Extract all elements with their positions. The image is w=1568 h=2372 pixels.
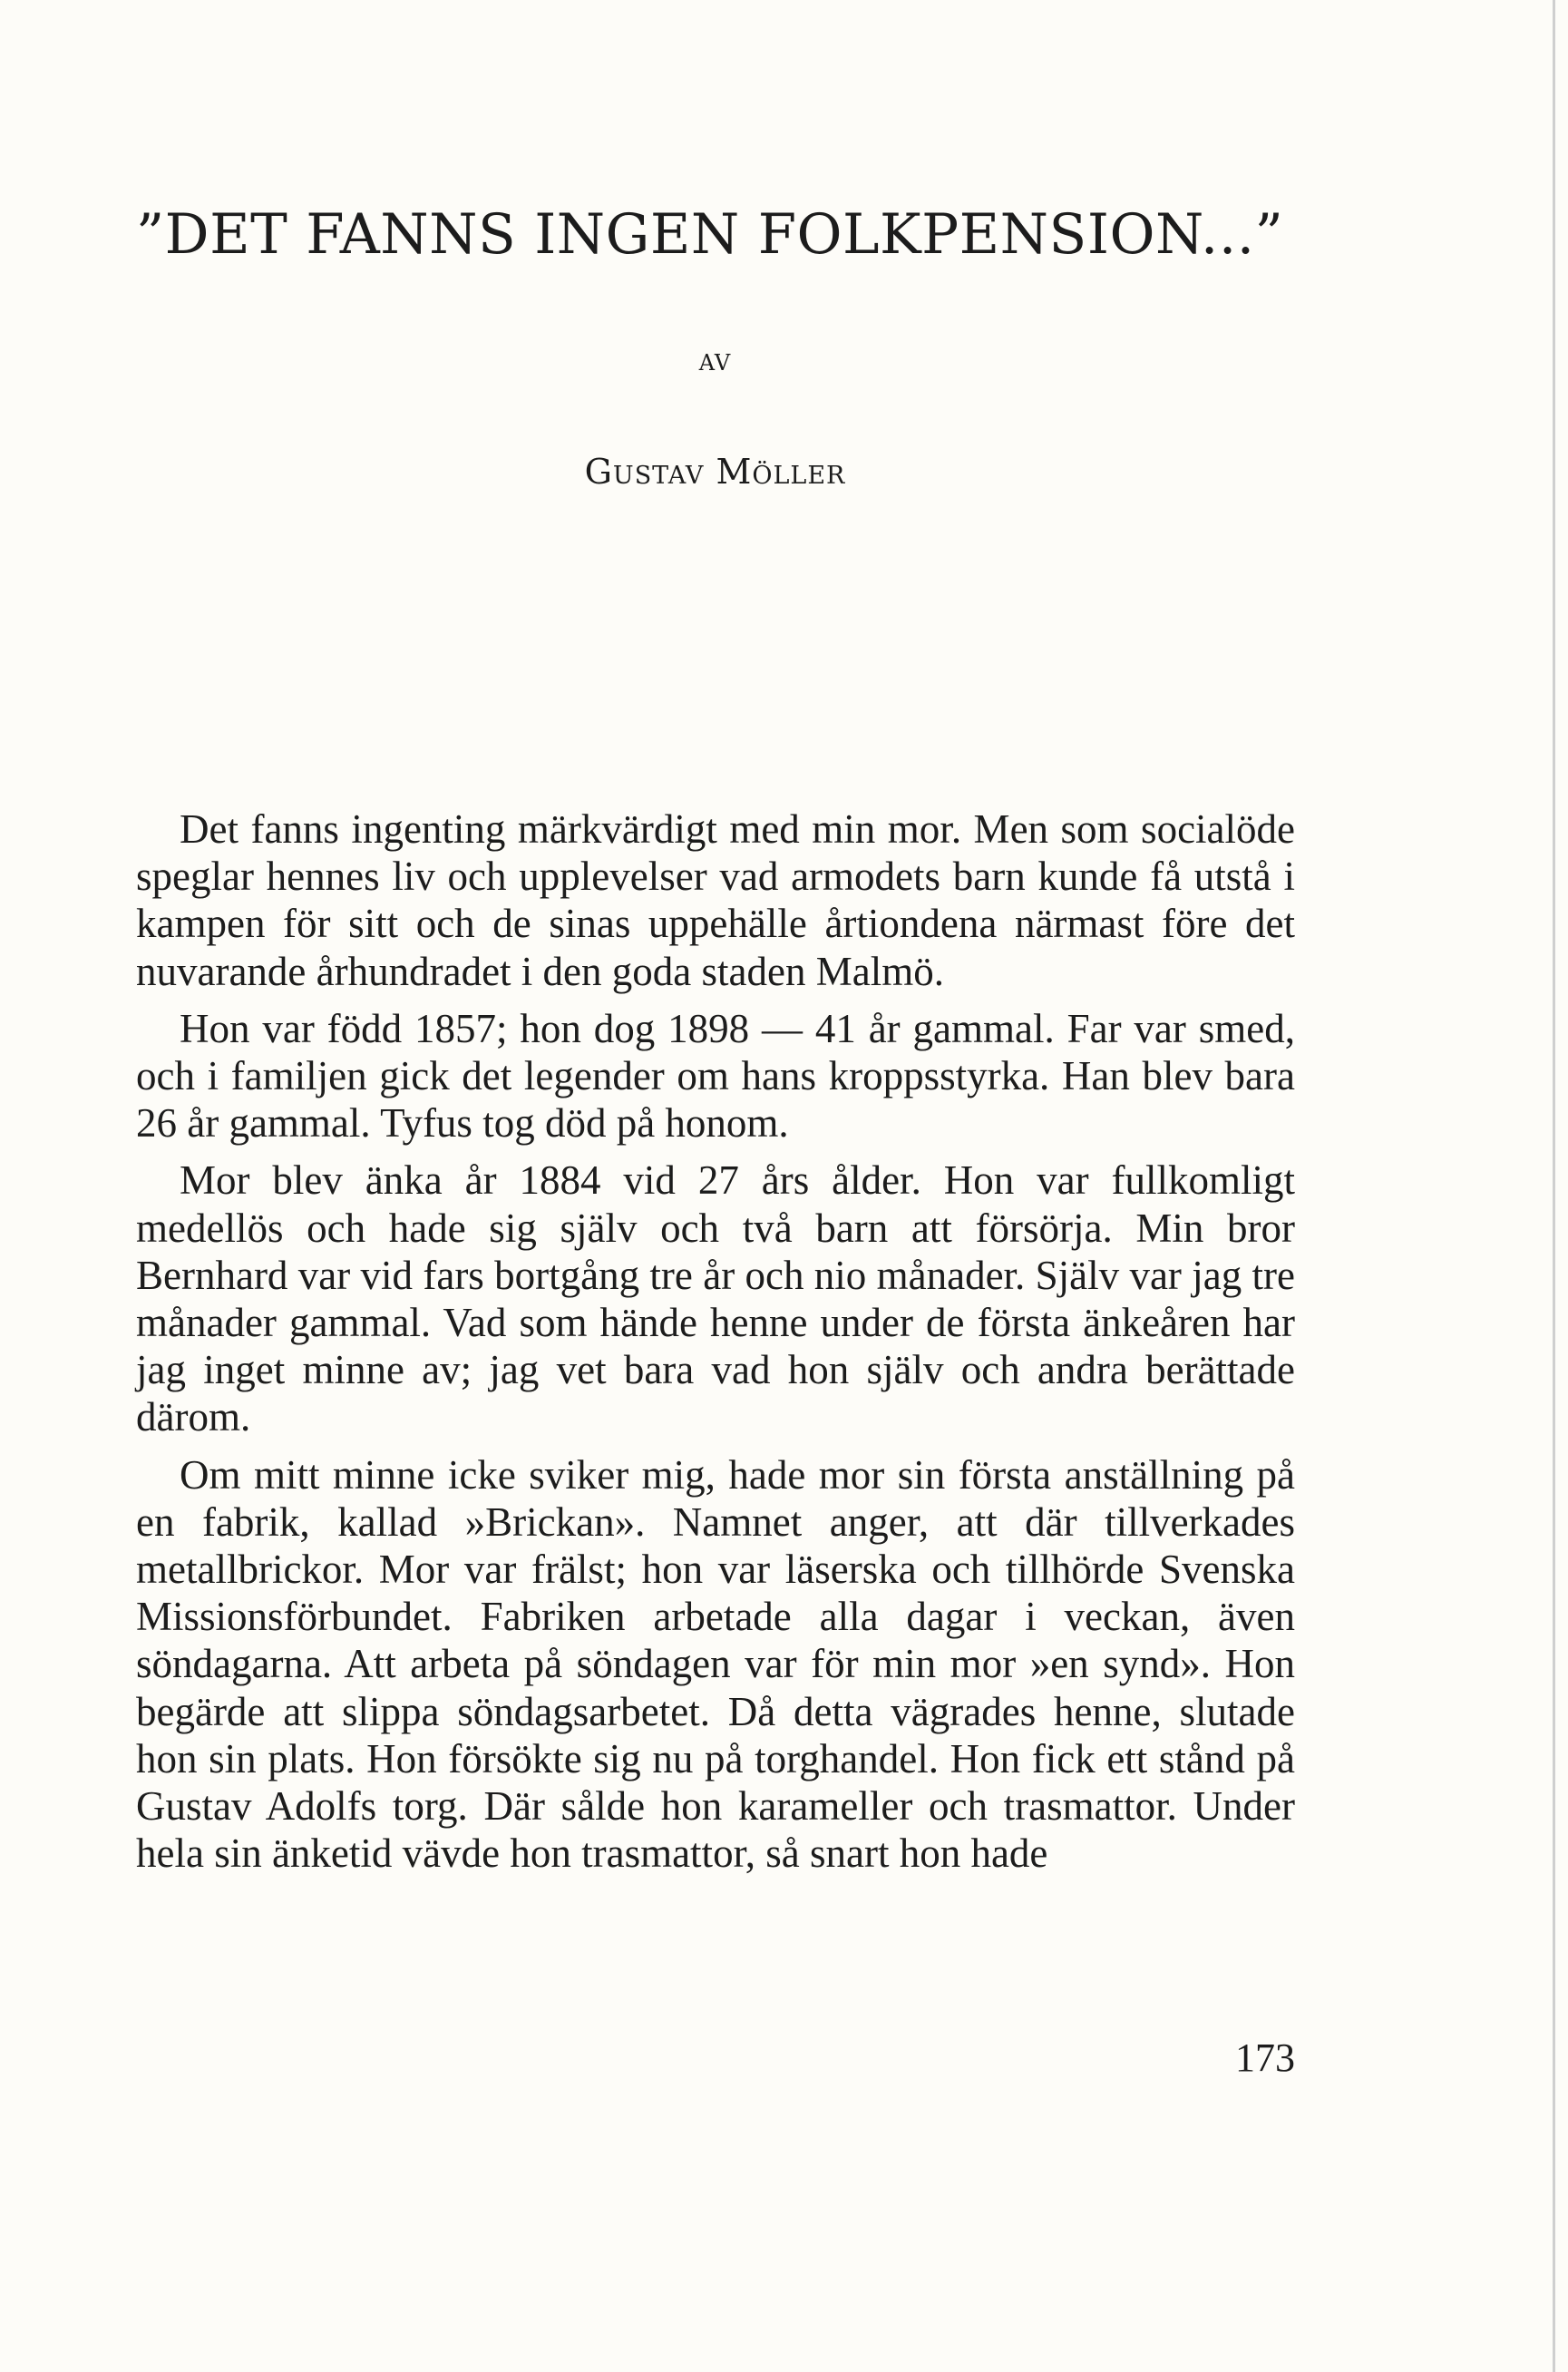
byline-av: AV: [698, 350, 732, 376]
paragraph: Om mitt minne icke sviker mig, hade mor sin första anställning på en fabrik, kallad »Brickan». Namnet anger, att där tillverkades metallbrickor. Mor var frälst; hon var läserska och tillhörde Svenska Missionsförbundet. Fabriken arbetade alla dagar i veckan, även söndagarna. Att arbeta på söndagen var för min mor »en synd». Hon begärde att slippa söndagsarbetet. Då detta vägrades henne, slutade hon sin plats. Hon försökte sig nu på torghandel. Hon fick ett stånd på Gustav Adolfs torg. Där sålde hon karameller och trasmattor. Under hela sin änketid vävde hon trasmattor, så snart hon hade: [136, 1451, 1295, 1877]
page-number: 173: [1235, 2035, 1295, 2080]
article-title: ”DET FANNS INGEN FOLKPENSION...”: [136, 202, 1284, 267]
page-edge: [1553, 0, 1555, 2372]
paragraph: Det fanns ingenting märkvärdigt med min mor. Men som socialöde speglar hennes liv och upplevelser vad armodets barn kunde få utstå i kampen för sitt och de sinas uppehälle årtiondena närmast före det nuvarande århundradet i den goda staden Malmö.: [136, 806, 1295, 994]
paragraph: Hon var född 1857; hon dog 1898 — 41 år gammal. Far var smed, och i familjen gick det legender om hans kroppsstyrka. Han blev bara 26 år gammal. Tyfus tog död på honom.: [136, 1005, 1295, 1147]
paragraph: Mor blev änka år 1884 vid 27 års ålder. Hon var fullkomligt medellös och hade sig själv och två barn att försörja. Min bror Bernhard var vid fars bortgång tre år och nio månader. Själv var jag tre månader gammal. Vad som hände henne under de första änkeåren har jag inget minne av; jag vet bara vad hon själv och andra berättade därom.: [136, 1157, 1295, 1440]
article-body: [136, 805, 1295, 1887]
author-name: Gustav Möller: [584, 452, 846, 492]
